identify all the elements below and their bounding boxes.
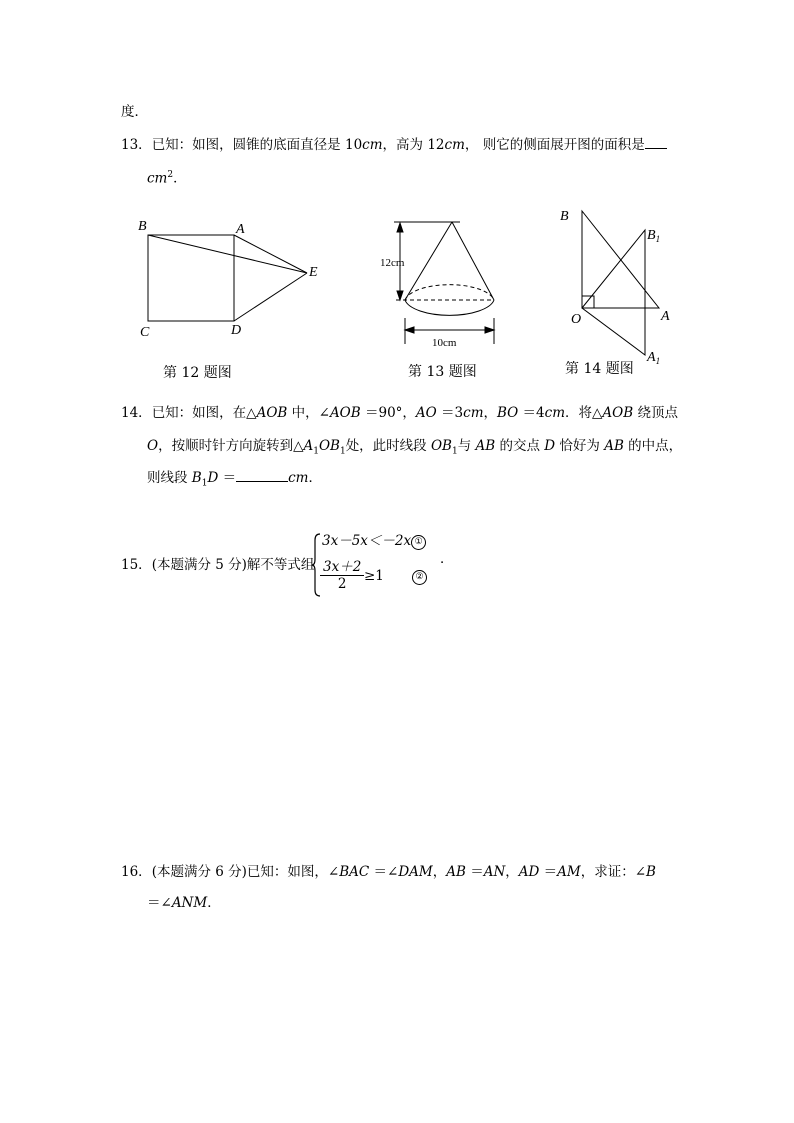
fraction-denominator: 2 [337, 576, 347, 592]
q13-text-b: ，高为 12 [382, 137, 445, 153]
q16-t: AM [557, 864, 581, 880]
inequality-1 [322, 532, 426, 550]
height-arrow-down [397, 291, 403, 300]
triangle-a1ob1 [582, 230, 645, 355]
q14-t: cm [288, 470, 309, 486]
q14-answer-blank[interactable] [236, 470, 288, 482]
figure-13 [370, 210, 510, 354]
q14-t: cm [544, 405, 566, 421]
q14-t: 中，∠ [287, 405, 330, 421]
inequality-2-fraction [320, 559, 364, 592]
figure-12-diagram [130, 210, 330, 340]
segment-ae [234, 235, 307, 273]
question-13-line2 [147, 166, 187, 188]
fraction-numerator: 3x＋2 [320, 559, 364, 576]
q16-t: DAM [398, 864, 433, 880]
q14-t: BO [497, 405, 519, 421]
segment-de [234, 273, 307, 321]
q14-t: ．将△ [565, 405, 603, 421]
label-b1-main: B [647, 228, 656, 243]
q14-t: AOB [329, 405, 361, 421]
q15-end: ． [440, 551, 454, 567]
mark-2: ② [412, 570, 427, 585]
q16-t: AN [483, 864, 506, 880]
inequality-1-text: 3x－5x＜－2x [322, 533, 412, 549]
q14-t: 的交点 [495, 438, 545, 454]
q16-number: 16． [121, 864, 152, 880]
q14-t: 处，此时线段 [345, 438, 431, 454]
q14-sub: 1 [451, 446, 458, 457]
inequality-2-rest: ≥1 [364, 568, 384, 584]
height-arrow-up [397, 223, 403, 232]
figure-14-diagram [555, 205, 685, 365]
label-o: O [571, 312, 582, 327]
q14-t: AB [604, 438, 624, 454]
q14-t: 已知：如图，在△ [151, 405, 257, 421]
q16-t: ＝ [539, 864, 558, 880]
label-b1-sub: 1 [655, 234, 661, 244]
label-a1-main: A [647, 350, 656, 365]
q16-t: BAC [339, 864, 370, 880]
q13-unit2: cm [444, 137, 465, 153]
q14-t: 绕顶点 [633, 405, 678, 421]
label-e: E [309, 265, 318, 280]
question-14-line1 [121, 404, 678, 422]
q16-t: ANM [171, 895, 208, 911]
q16-t: ＝ [465, 864, 484, 880]
q14-number: 14． [121, 405, 152, 421]
q16-t: ． [207, 895, 221, 911]
segment-be [148, 235, 307, 273]
q14-t: OB [430, 438, 452, 454]
inequality-system [312, 532, 454, 598]
q13-text-c: ， 则它的侧面展开图的面积是 [464, 137, 645, 153]
q16-t: AB [446, 864, 466, 880]
mark-2-wrap [412, 567, 427, 585]
q15-prefix: (本题满分 5 分)解不等式组 [151, 557, 315, 573]
question-14-line2 [147, 437, 682, 461]
question-16-line1 [121, 863, 656, 881]
mark-1: ① [411, 535, 426, 550]
q13-unit-line: cm [147, 170, 168, 187]
q16-t: ＝∠ [369, 864, 399, 880]
label-d: D [231, 323, 242, 338]
q16-t: (本题满分 6 分)已知：如图，∠ [151, 864, 340, 880]
q14-t: D [207, 470, 219, 486]
label-b: B [560, 209, 569, 224]
q14-t: AOB [602, 405, 634, 421]
label-b1 [647, 228, 660, 244]
q13-unit1: cm [362, 137, 383, 153]
question-14-line3 [147, 469, 322, 493]
q14-t: AOB [256, 405, 288, 421]
q14-t: A [303, 438, 314, 454]
q16-t: AD [518, 864, 540, 880]
dim-arrow-right [485, 327, 494, 333]
q14-t: B [191, 470, 202, 486]
question-13-line1 [121, 136, 667, 154]
q14-sub: 1 [339, 446, 346, 457]
q14-t: OB [318, 438, 340, 454]
question-15-prefix [121, 556, 314, 574]
q14-t: O [147, 438, 159, 454]
label-a: A [661, 309, 670, 324]
figure-13-diagram [370, 210, 510, 350]
top-fragment: 度． [121, 104, 148, 120]
figure-14-caption: 第 14 题图 [565, 361, 634, 377]
figure-12-caption: 第 12 题图 [163, 365, 232, 381]
q16-t: B [646, 864, 656, 880]
q14-t: 则线段 [147, 470, 192, 486]
q16-t: ， [505, 864, 519, 880]
q14-t: AO [415, 405, 437, 421]
q14-t: ＝90°， [360, 405, 416, 421]
q16-t: ，求证：∠ [580, 864, 647, 880]
square-bacd [148, 235, 234, 321]
label-a: A [236, 222, 245, 237]
q14-t: 恰好为 [555, 438, 605, 454]
q13-number: 13． [121, 137, 152, 153]
q13-answer-blank[interactable] [645, 137, 667, 149]
q14-t: ＝4 [518, 405, 545, 421]
q14-t: AB [475, 438, 496, 454]
label-b: B [138, 219, 147, 234]
cone-right-side [452, 222, 494, 300]
q16-t: ＝∠ [147, 895, 172, 911]
q14-t: D [544, 438, 556, 454]
q14-t: ＝3 [436, 405, 464, 421]
q14-t: 与 [457, 438, 476, 454]
label-a1 [646, 350, 660, 366]
question-16-line2 [147, 894, 221, 912]
diameter-label: 10cm [432, 337, 457, 349]
dim-arrow-left [405, 327, 414, 333]
height-label: 12cm [380, 257, 405, 269]
q14-t: ，按顺时针方向旋转到△ [158, 438, 304, 454]
figure-12 [130, 210, 330, 344]
q16-t: ， [432, 864, 447, 880]
q14-t: ＝ [218, 470, 237, 486]
q13-unit-sup: 2 [167, 170, 174, 180]
base-back-arc [405, 285, 494, 300]
q14-t: cm [463, 405, 484, 421]
label-a1-sub: 1 [655, 356, 661, 366]
q14-t: ． [308, 470, 322, 486]
q13-text-a: 已知：如图，圆锥的底面直径是 10 [151, 137, 363, 153]
q14-sub: 1 [313, 446, 319, 457]
label-c: C [140, 325, 150, 340]
q14-sub: 1 [201, 478, 208, 489]
figure-13-caption: 第 13 题图 [408, 364, 477, 380]
q14-t: 的中点， [623, 438, 683, 454]
figure-14 [555, 205, 685, 369]
q13-unit-end: ． [173, 170, 187, 187]
cone-left-side [405, 222, 452, 300]
q14-t: ， [483, 405, 498, 421]
base-front-arc [405, 300, 494, 315]
q15-number: 15． [121, 557, 152, 573]
